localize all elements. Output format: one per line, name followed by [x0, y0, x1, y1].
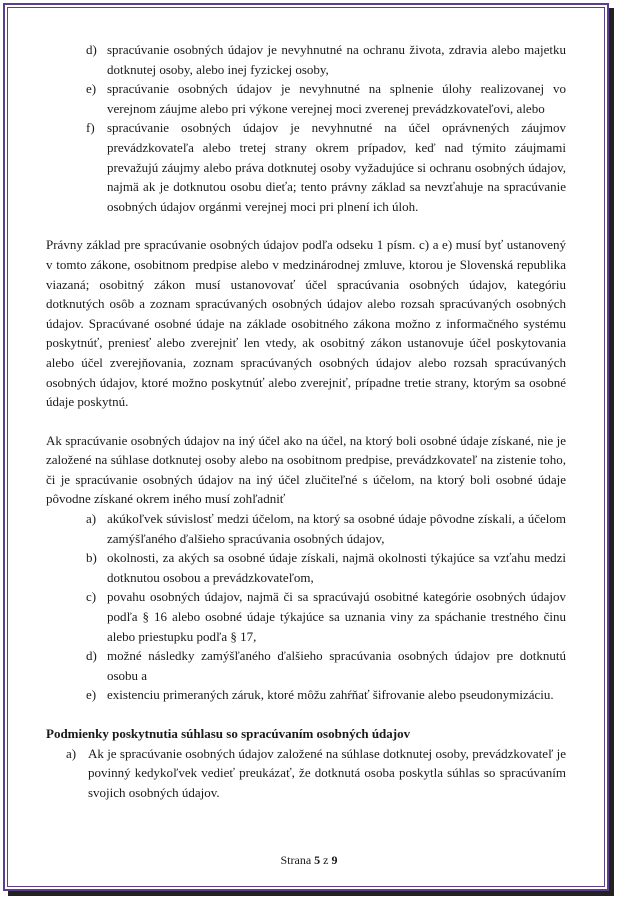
list-compatibility-factors — [86, 509, 566, 705]
list-item — [86, 646, 566, 685]
list-marker: a) — [86, 511, 97, 527]
list-item — [86, 509, 566, 548]
section-heading: Podmienky poskytnutia súhlasu so spracúvaním osobných údajov — [46, 726, 411, 741]
paragraph-legal-basis: Právny základ pre spracúvanie osobných údajov podľa odseku 1 písm. c) a e) musí byť ustanovený v tomto zákone, osobitnom predpise alebo v medzinárodnej zmluve, ktorou je Slovenská republika viazaná; osobitný zákon musí ustanovovať účel spracúvania osobných údajov, kategóriu dotknutých osôb a zoznam spracúvaných osobných údajov alebo rozsah spracúvaných osobných údajov. Spracúvané osobné údaje na základe osobitného zákona možno z informačného systému poskytnúť, preniesť alebo zverejniť len vtedy, ak osobitný zákon ustanovuje účel poskytovania alebo účel zverejňovania, zoznam spracúvaných osobných údajov alebo rozsah spracúvaných osobných údajov, ktoré možno poskytnúť alebo zverejniť, prípadne tretie strany, ktorým sa osobné údaje poskytnú. — [46, 237, 566, 410]
paragraph-other-purpose: Ak spracúvanie osobných údajov na iný účel ako na účel, na ktorý boli osobné údaje získané, nie je založené na súhlase dotknutej osoby alebo na osobitnom predpise, prevádzkovateľ na zistenie toho, či je spracúvanie osobných údajov na iný účel zlučiteľné s účelom, na ktorý boli osobné údaje pôvodne získané okrem iného musí zohľadniť — [46, 432, 566, 507]
list-marker: d) — [86, 42, 97, 57]
list-marker: e) — [86, 687, 97, 703]
list-item — [86, 587, 566, 646]
list-item-text: možné následky zamýšľaného ďalšieho spracúvania osobných údajov pre dotknutú osobu a — [107, 648, 566, 683]
list-marker: f) — [86, 120, 95, 136]
list-marker: e) — [86, 81, 97, 97]
current-page: 5 — [314, 853, 321, 867]
list-item — [86, 548, 566, 587]
page-label: Strana — [280, 853, 312, 867]
list-item — [86, 79, 566, 118]
list-consent-conditions — [66, 744, 566, 803]
list-item — [86, 118, 566, 216]
list-item — [86, 685, 566, 705]
page-separator: z — [323, 853, 329, 867]
list-item-text: akúkoľvek súvislosť medzi účelom, na ktorý sa osobné údaje pôvodne získali, a účelom zamýšľaného ďalšieho spracúvania osobných údajov, — [107, 511, 566, 546]
list-item-text: spracúvanie osobných údajov je nevyhnutné na účel oprávnených záujmov prevádzkovateľa alebo tretej strany okrem prípadov, keď nad týmito záujmami prevažujú záujmy alebo práva dotknutej osoby vyžadujúce si ochranu osobných údajov, najmä ak je dotknutou osobu dieťa; tento právny základ sa nevzťahuje na spracúvanie osobných údajov orgánmi verejnej moci pri plnení ich úloh. — [107, 120, 566, 214]
list-item-text: okolnosti, za akých sa osobné údaje získali, najmä okolnosti týkajúce sa vzťahu medzi dotknutou osobou a prevádzkovateľom, — [107, 550, 566, 585]
list-item — [86, 40, 566, 79]
list-marker: d) — [86, 648, 97, 664]
list-marker: b) — [86, 550, 97, 566]
list-item-text: povahu osobných údajov, najmä či sa spracúvajú osobitné kategórie osobných údajov podľa § 16 alebo osobné údaje týkajúce sa uznania viny za spáchanie trestného činu alebo priestupku podľa § 17, — [107, 589, 566, 644]
list-marker: a) — [66, 745, 77, 761]
page-number — [0, 853, 618, 868]
list-item — [66, 744, 566, 803]
list-marker: c) — [86, 589, 97, 605]
list-item-text: spracúvanie osobných údajov je nevyhnutné na splnenie úlohy realizovanej vo verejnom záujme alebo pri výkone verejnej moci zverenej prevádzkovateľovi, alebo — [107, 81, 566, 116]
list-legal-bases — [86, 40, 566, 216]
total-pages: 9 — [331, 853, 338, 867]
document-body — [46, 40, 566, 802]
list-item-text: existenciu primeraných záruk, ktoré môžu zahŕňať šifrovanie alebo pseudonymizáciu. — [107, 687, 554, 703]
list-item-text: spracúvanie osobných údajov je nevyhnutné na ochranu života, zdravia alebo majetku dotknutej osoby, alebo inej fyzickej osoby, — [107, 42, 566, 77]
list-item-text: Ak je spracúvanie osobných údajov založené na súhlase dotknutej osoby, prevádzkovateľ je povinný kedykoľvek vedieť preukázať, že dotknutá osoba poskytla súhlas so spracúvaním svojich osobných údajov. — [88, 745, 566, 800]
